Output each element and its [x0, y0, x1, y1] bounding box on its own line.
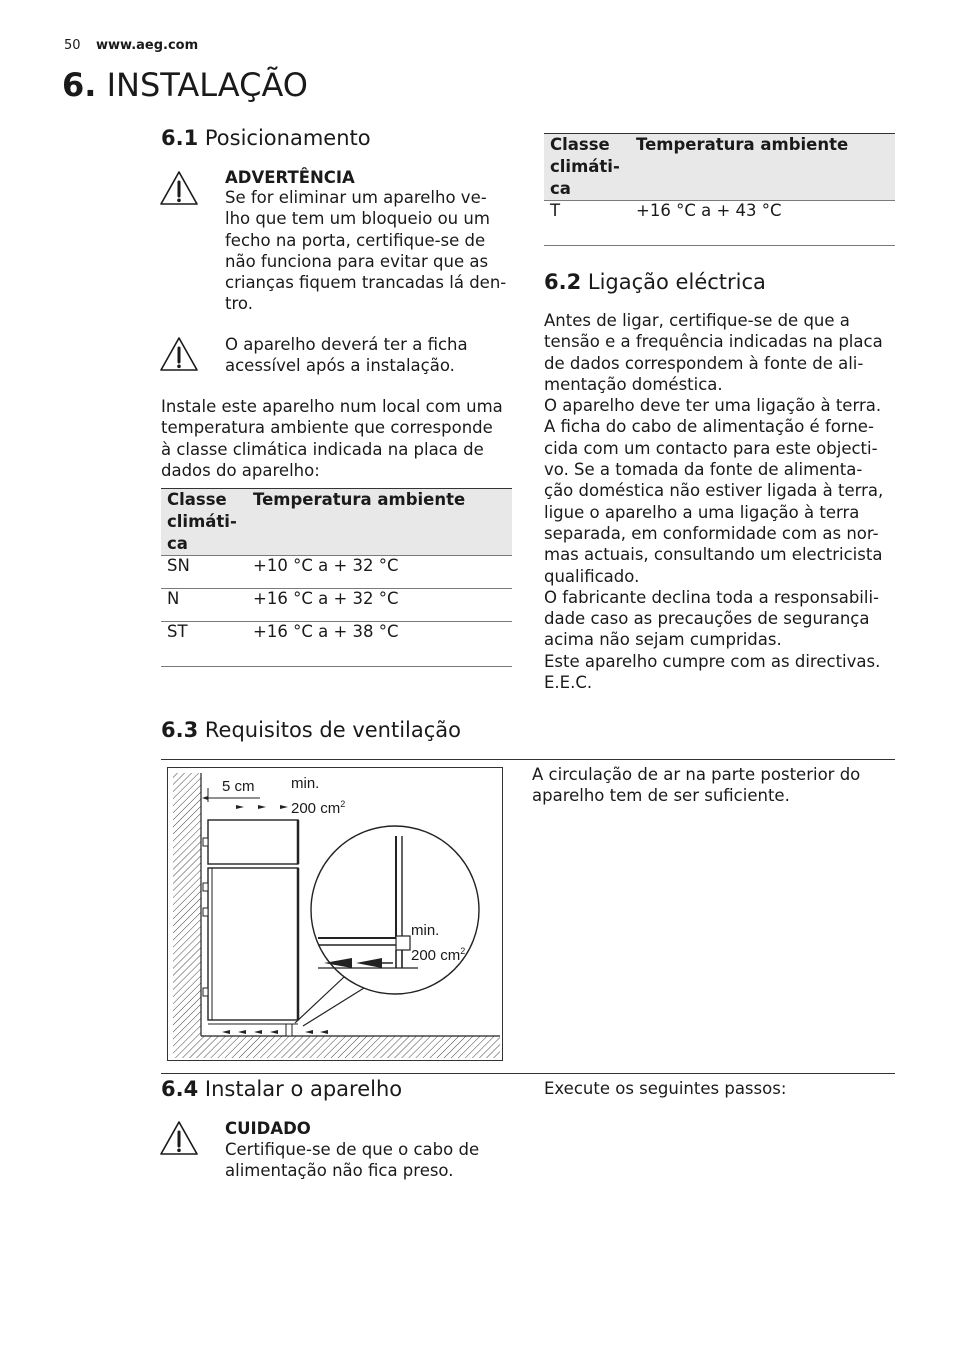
caution-text: Certifique-se de que o cabo de alimentação não fica preso. [225, 1140, 480, 1181]
steps-intro: Execute os seguintes passos: [544, 1079, 787, 1098]
section-6-4-heading: 6.4 Instalar o aparelho [161, 1077, 403, 1101]
table-header-class: Classe climáti- ca [161, 489, 247, 556]
intro-paragraph: Instale este aparelho num local com uma temperatura ambiente que corresponde à classe climática indicada na placa de dados do aparelho: [161, 397, 503, 480]
section-6-2-heading: 6.2 Ligação eléctrica [544, 270, 766, 294]
distance-label: 5 cm [222, 778, 255, 795]
table-row: ST +16 °C a + 38 °C [161, 622, 512, 655]
warning-triangle-icon [159, 1120, 199, 1156]
table-header-temp: Temperatura ambiente [247, 489, 512, 556]
section-6-1-heading: 6.1 Posicionamento [161, 126, 371, 150]
section-6-3-heading: 6.3 Requisitos de ventilação [161, 718, 462, 742]
page-number: 50 [64, 38, 81, 53]
caution-title: CUIDADO [225, 1119, 311, 1138]
table-header-class: Classe climáti- ca [544, 134, 630, 201]
climate-table-right [544, 134, 895, 233]
warning-text-2: O aparelho deverá ter a ficha acessível após a instalação. [225, 335, 468, 376]
warning-title: ADVERTÊNCIA [225, 168, 355, 187]
warning-triangle-icon [159, 336, 199, 372]
electrical-paragraph: Antes de ligar, certifique-se de que a tensão e a frequência indicadas na placa de dados correspondem à fonte de ali- mentação doméstica. O aparelho deve ter uma ligação à terra. A ficha do cabo de alimentação é forne- cida com um contacto para este objecti- vo. Se a tomada da fonte de alimenta- ção doméstica não estiver ligada à terra, ligue o aparelho a uma ligação à terra separada, em conformidade com as nor- mas actuais, consultando um electricista qualificado. O fabricante declina toda a responsabili- dade caso as precauções de segurança acima não sejam cumpridas. Este aparelho cumpre com as directivas. E.E.C. [544, 311, 884, 693]
table-row: N +16 °C a + 32 °C [161, 589, 512, 622]
table-row: T +16 °C a + 43 °C [544, 201, 895, 234]
site-url: www.aeg.com [96, 38, 199, 53]
chapter-title: 6. INSTALAÇÃO [62, 66, 308, 104]
air-area-label-top: min. 200 $cm^2$ [291, 775, 346, 817]
ventilation-paragraph: A circulação de ar na parte posterior do aparelho tem de ser suficiente. [532, 765, 861, 806]
warning-text-1: Se for eliminar um aparelho ve- lho que tem um bloqueio ou um fecho na porta, certifique-se de não funciona para evitar que as crianças fiquem trancadas lá den- tro. [225, 188, 507, 314]
climate-table-left [161, 489, 512, 654]
warning-triangle-icon [159, 170, 199, 206]
air-area-label-zoom: min. 200 $cm^2$ [411, 922, 466, 964]
table-header-temp: Temperatura ambiente [630, 134, 895, 201]
ventilation-figure [167, 767, 503, 1061]
table-row: SN +10 °C a + 32 °C [161, 556, 512, 589]
